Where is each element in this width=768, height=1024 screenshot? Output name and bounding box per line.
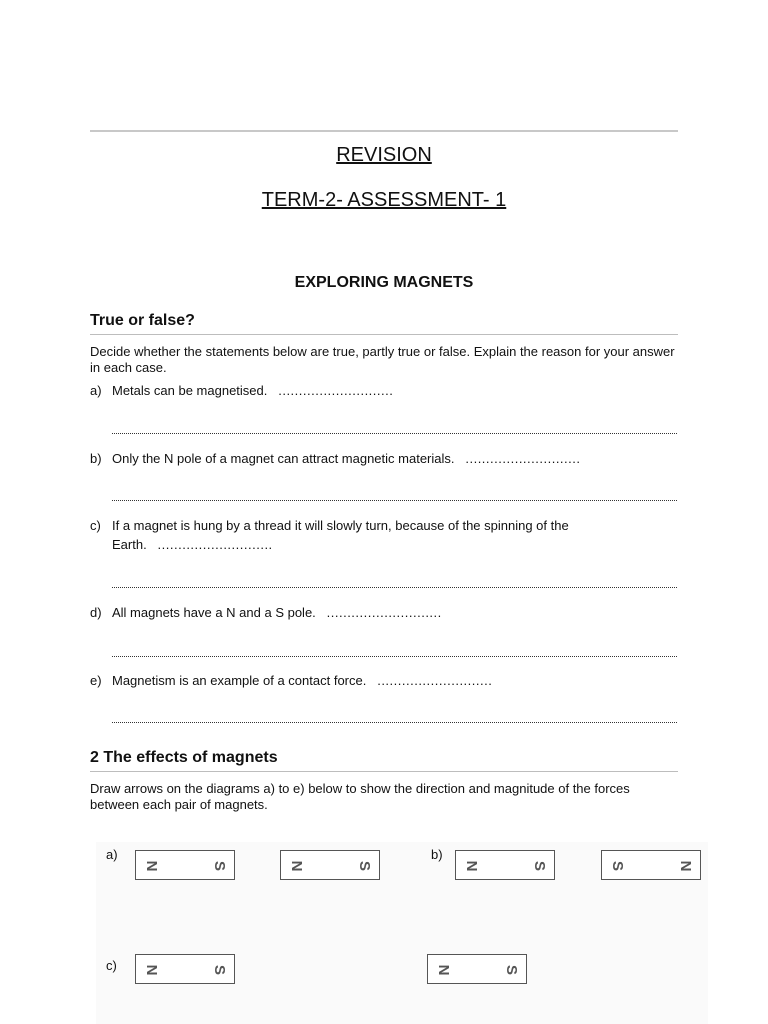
answer-line-a[interactable] <box>112 433 677 434</box>
pole-label: S <box>356 860 373 871</box>
section2-rule <box>90 771 678 772</box>
answer-blank[interactable]: ............................ <box>377 673 493 688</box>
pole-label: S <box>211 964 228 975</box>
question-text: If a magnet is hung by a thread it will slowly turn, because of the spinning of the <box>112 518 569 533</box>
answer-line-e[interactable] <box>112 722 677 723</box>
question-text-cont: Earth. <box>112 537 147 552</box>
section1-instructions: Decide whether the statements below are true, partly true or false. Explain the reason for your answer in each case. <box>90 344 675 375</box>
question-text: Only the N pole of a magnet can attract magnetic materials. <box>112 451 455 466</box>
magnet <box>280 850 380 880</box>
pole-label: N <box>143 860 160 872</box>
answer-line-b[interactable] <box>112 500 677 501</box>
question-text: Metals can be magnetised. <box>112 383 268 398</box>
diagram-label-b: b) <box>431 847 443 862</box>
answer-line-c[interactable] <box>112 587 677 588</box>
section1-rule <box>90 334 678 335</box>
answer-blank[interactable]: ............................ <box>326 605 442 620</box>
assessment-title: TERM-2- ASSESSMENT- 1 <box>261 189 507 211</box>
question-b <box>90 449 680 468</box>
pole-label: S <box>503 964 520 975</box>
question-label: b) <box>90 451 102 466</box>
section2-heading: 2 The effects of magnets <box>90 749 278 766</box>
pole-label: N <box>288 860 305 872</box>
question-d <box>90 603 680 622</box>
topic-title: EXPLORING MAGNETS <box>294 274 474 291</box>
question-e <box>90 671 680 690</box>
question-text: All magnets have a N and a S pole. <box>112 605 316 620</box>
question-a <box>90 381 680 400</box>
pole-label: S <box>211 860 228 871</box>
question-c <box>90 516 680 554</box>
question-text: Magnetism is an example of a contact force. <box>112 673 367 688</box>
magnet <box>135 954 235 984</box>
section1-heading: True or false? <box>90 312 195 329</box>
pole-label: N <box>677 860 694 872</box>
magnet <box>455 850 555 880</box>
answer-blank[interactable]: ............................ <box>465 451 581 466</box>
question-label: e) <box>90 673 102 688</box>
top-rule <box>90 130 678 132</box>
diagram-label-a: a) <box>106 847 118 862</box>
answer-line-d[interactable] <box>112 656 677 657</box>
magnet <box>135 850 235 880</box>
magnet <box>427 954 527 984</box>
answer-blank[interactable]: ............................ <box>157 537 273 552</box>
section2-instructions: Draw arrows on the diagrams a) to e) below to show the direction and magnitude of the forces between each pair of magnets. <box>90 781 630 812</box>
diagram-label-c: c) <box>106 958 117 973</box>
pole-label: N <box>143 964 160 976</box>
pole-label: N <box>435 964 452 976</box>
magnet <box>601 850 701 880</box>
question-label: a) <box>90 383 102 398</box>
question-label: c) <box>90 518 101 533</box>
page-title: REVISION <box>336 144 432 166</box>
pole-label: S <box>609 860 626 871</box>
pole-label: N <box>463 860 480 872</box>
answer-blank[interactable]: ............................ <box>278 383 394 398</box>
pole-label: S <box>531 860 548 871</box>
question-label: d) <box>90 605 102 620</box>
